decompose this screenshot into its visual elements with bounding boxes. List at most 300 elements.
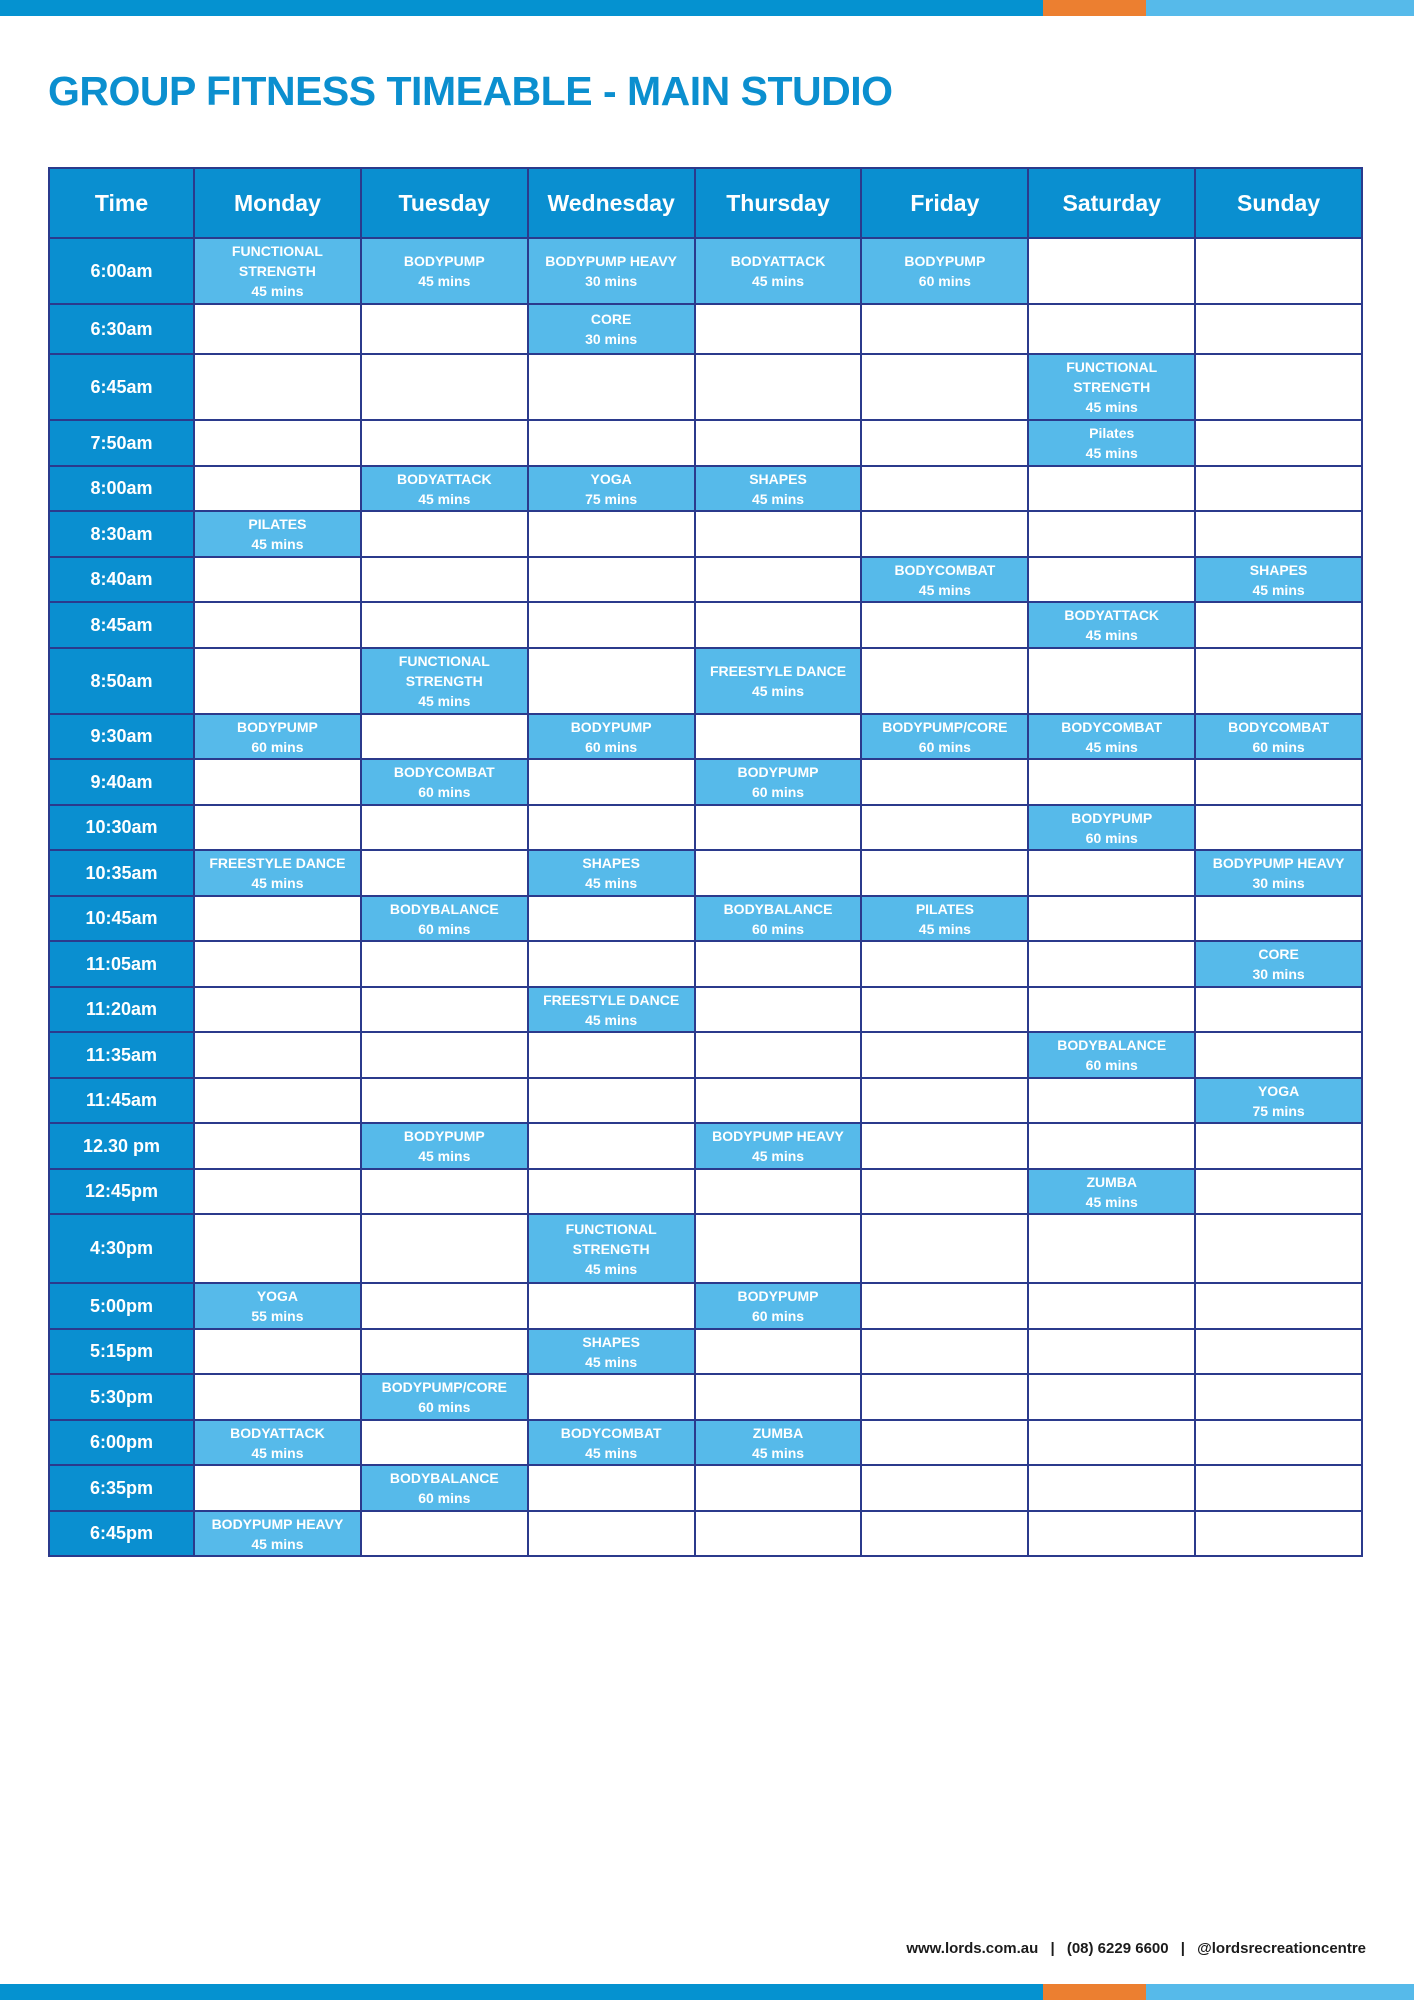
empty-slot-wednesday <box>528 1032 695 1078</box>
class-name: BODYPUMP HEAVY <box>1212 855 1345 871</box>
empty-slot-wednesday <box>528 354 695 420</box>
empty-slot-sunday <box>1195 602 1362 648</box>
time-slot-label: 6:45pm <box>49 1511 194 1556</box>
footer-contact <box>906 1940 1366 1957</box>
class-name: BODYATTACK <box>730 253 826 269</box>
class-name: SHAPES <box>749 470 807 487</box>
class-slot-thursday[interactable] <box>695 1283 862 1329</box>
empty-slot-tuesday <box>361 714 528 759</box>
class-duration: 30 mins <box>585 273 638 289</box>
class-duration: 45 mins <box>1085 445 1138 461</box>
empty-slot-friday <box>861 941 1028 987</box>
class-name: FUNCTIONAL STRENGTH <box>231 243 323 279</box>
table-row <box>49 304 1362 354</box>
column-header-tuesday: Tuesday <box>361 168 528 238</box>
time-slot-label: 4:30pm <box>49 1214 194 1283</box>
class-name: BODYCOMBAT <box>393 764 495 780</box>
website-link[interactable]: www.lords.com.au <box>906 1940 1039 1957</box>
class-name: BODYPUMP HEAVY <box>545 253 678 269</box>
class-name: CORE <box>1258 946 1299 962</box>
empty-slot-sunday <box>1195 1283 1362 1329</box>
empty-slot-wednesday <box>528 805 695 850</box>
empty-slot-saturday <box>1028 850 1195 896</box>
empty-slot-wednesday <box>528 896 695 941</box>
class-name: BODYPUMP <box>403 253 485 269</box>
empty-slot-saturday <box>1028 1465 1195 1511</box>
empty-slot-friday <box>861 1420 1028 1465</box>
empty-slot-friday <box>861 1329 1028 1374</box>
table-row <box>49 987 1362 1032</box>
empty-slot-friday <box>861 648 1028 714</box>
class-name: BODYPUMP/CORE <box>381 1379 507 1395</box>
empty-slot-tuesday <box>361 1078 528 1123</box>
time-slot-label: 11:45am <box>49 1078 194 1123</box>
time-slot-label: 12.30 pm <box>49 1123 194 1169</box>
empty-slot-friday <box>861 602 1028 648</box>
class-slot-wednesday[interactable] <box>528 304 695 354</box>
class-name: PILATES <box>915 900 974 917</box>
class-name: BODYCOMBAT <box>1061 718 1163 735</box>
timetable-body <box>49 238 1362 1556</box>
class-duration: 75 mins <box>585 490 638 507</box>
empty-slot-thursday <box>695 304 862 354</box>
class-slot-wednesday[interactable] <box>528 850 695 896</box>
class-slot-wednesday[interactable] <box>528 714 695 759</box>
class-slot-thursday[interactable] <box>695 1420 862 1465</box>
class-duration: 60 mins <box>1085 829 1138 846</box>
table-row <box>49 850 1362 896</box>
class-name: FUNCTIONAL STRENGTH <box>1066 359 1158 395</box>
table-row <box>49 557 1362 602</box>
class-slot-sunday[interactable] <box>1195 557 1362 602</box>
class-name: PILATES <box>248 516 307 532</box>
empty-slot-sunday <box>1195 466 1362 511</box>
empty-slot-monday <box>194 1123 361 1169</box>
empty-slot-saturday <box>1028 1123 1195 1169</box>
empty-slot-friday <box>861 1032 1028 1078</box>
empty-slot-wednesday <box>528 1123 695 1169</box>
empty-slot-tuesday <box>361 850 528 896</box>
phone-number[interactable]: (08) 6229 6600 <box>1066 1940 1169 1957</box>
class-slot-thursday[interactable] <box>695 238 862 304</box>
empty-slot-sunday <box>1195 805 1362 850</box>
bottom-bar-blue-segment <box>0 1984 1043 2000</box>
class-name: FREESTYLE DANCE <box>543 991 680 1008</box>
empty-slot-saturday <box>1028 896 1195 941</box>
table-row <box>49 420 1362 466</box>
table-row <box>49 1420 1362 1465</box>
empty-slot-sunday <box>1195 354 1362 420</box>
empty-slot-tuesday <box>361 1169 528 1214</box>
empty-slot-monday <box>194 354 361 420</box>
empty-slot-tuesday <box>361 511 528 557</box>
table-row <box>49 759 1362 805</box>
column-header-sunday: Sunday <box>1195 168 1362 238</box>
empty-slot-thursday <box>695 1214 862 1283</box>
empty-slot-saturday <box>1028 304 1195 354</box>
empty-slot-sunday <box>1195 304 1362 354</box>
social-handle[interactable]: @lordsrecreationcentre <box>1197 1940 1366 1957</box>
column-header-time: Time <box>49 168 194 238</box>
timetable-header <box>49 168 1362 238</box>
time-slot-label: 6:35pm <box>49 1465 194 1511</box>
empty-slot-wednesday <box>528 602 695 648</box>
class-name: BODYCOMBAT <box>560 1424 662 1441</box>
class-slot-tuesday[interactable] <box>361 1465 528 1511</box>
empty-slot-friday <box>861 466 1028 511</box>
empty-slot-monday <box>194 1169 361 1214</box>
class-duration: 45 mins <box>585 1353 638 1370</box>
empty-slot-saturday <box>1028 759 1195 805</box>
empty-slot-sunday <box>1195 1214 1362 1283</box>
class-duration: 45 mins <box>918 920 971 937</box>
empty-slot-friday <box>861 759 1028 805</box>
table-row <box>49 1078 1362 1123</box>
class-slot-wednesday[interactable] <box>528 238 695 304</box>
class-slot-thursday[interactable] <box>695 896 862 941</box>
class-duration: 45 mins <box>418 490 471 507</box>
time-slot-label: 8:50am <box>49 648 194 714</box>
top-bar-light-blue-segment <box>1146 0 1414 16</box>
class-duration: 60 mins <box>418 1399 471 1415</box>
empty-slot-thursday <box>695 714 862 759</box>
class-duration: 45 mins <box>418 1148 471 1164</box>
time-slot-label: 8:00am <box>49 466 194 511</box>
empty-slot-tuesday <box>361 805 528 850</box>
empty-slot-sunday <box>1195 1329 1362 1374</box>
empty-slot-friday <box>861 850 1028 896</box>
class-slot-saturday[interactable] <box>1028 602 1195 648</box>
class-name: CORE <box>590 311 632 327</box>
empty-slot-tuesday <box>361 1032 528 1078</box>
table-row <box>49 714 1362 759</box>
table-row <box>49 466 1362 511</box>
empty-slot-monday <box>194 896 361 941</box>
time-slot-label: 5:00pm <box>49 1283 194 1329</box>
class-name: BODYBALANCE <box>723 900 833 917</box>
empty-slot-monday <box>194 420 361 466</box>
empty-slot-sunday <box>1195 1511 1362 1556</box>
time-slot-label: 8:45am <box>49 602 194 648</box>
empty-slot-monday <box>194 1374 361 1420</box>
empty-slot-wednesday <box>528 1465 695 1511</box>
empty-slot-wednesday <box>528 420 695 466</box>
class-name: YOGA <box>256 1288 299 1304</box>
class-duration: 45 mins <box>585 1444 638 1461</box>
class-slot-thursday[interactable] <box>695 648 862 714</box>
class-slot-monday[interactable] <box>194 238 361 304</box>
class-name: FUNCTIONAL STRENGTH <box>398 653 490 689</box>
class-name: YOGA <box>590 470 632 487</box>
empty-slot-sunday <box>1195 420 1362 466</box>
class-duration: 45 mins <box>251 1535 304 1552</box>
class-name: BODYPUMP HEAVY <box>211 1515 344 1532</box>
class-name: BODYCOMBAT <box>894 561 996 578</box>
empty-slot-friday <box>861 1214 1028 1283</box>
class-duration: 45 mins <box>251 1444 304 1461</box>
class-slot-sunday[interactable] <box>1195 714 1362 759</box>
empty-slot-friday <box>861 1123 1028 1169</box>
class-slot-wednesday[interactable] <box>528 1329 695 1374</box>
empty-slot-sunday <box>1195 1123 1362 1169</box>
empty-slot-sunday <box>1195 1169 1362 1214</box>
class-name: SHAPES <box>1249 561 1308 578</box>
class-slot-friday[interactable] <box>861 238 1028 304</box>
class-duration: 45 mins <box>418 693 471 709</box>
class-duration: 45 mins <box>1085 1193 1138 1210</box>
class-name: BODYPUMP <box>1071 809 1153 826</box>
time-slot-label: 8:40am <box>49 557 194 602</box>
empty-slot-thursday <box>695 557 862 602</box>
empty-slot-monday <box>194 1329 361 1374</box>
class-slot-monday[interactable] <box>194 1420 361 1465</box>
class-duration: 45 mins <box>751 273 805 289</box>
table-row <box>49 511 1362 557</box>
class-slot-saturday[interactable] <box>1028 805 1195 850</box>
class-slot-tuesday[interactable] <box>361 759 528 805</box>
table-row <box>49 1374 1362 1420</box>
class-duration: 45 mins <box>251 283 304 299</box>
class-name: BODYATTACK <box>396 470 492 487</box>
empty-slot-monday <box>194 602 361 648</box>
class-name: BODYBALANCE <box>1057 1037 1167 1053</box>
empty-slot-friday <box>861 1511 1028 1556</box>
time-slot-label: 5:15pm <box>49 1329 194 1374</box>
footer-separator: | <box>1180 1940 1185 1957</box>
class-slot-saturday[interactable] <box>1028 714 1195 759</box>
empty-slot-tuesday <box>361 1420 528 1465</box>
empty-slot-thursday <box>695 805 862 850</box>
bottom-bar-orange-segment <box>1043 1984 1146 2000</box>
class-duration: 45 mins <box>251 536 304 552</box>
empty-slot-wednesday <box>528 1511 695 1556</box>
class-name: FREESTYLE DANCE <box>709 663 847 679</box>
class-duration: 60 mins <box>418 920 471 937</box>
time-slot-label: 7:50am <box>49 420 194 466</box>
class-duration: 45 mins <box>1085 399 1138 415</box>
class-slot-monday[interactable] <box>194 714 361 759</box>
empty-slot-friday <box>861 1283 1028 1329</box>
class-slot-sunday[interactable] <box>1195 850 1362 896</box>
empty-slot-thursday <box>695 1329 862 1374</box>
empty-slot-thursday <box>695 941 862 987</box>
empty-slot-wednesday <box>528 1374 695 1420</box>
class-duration: 45 mins <box>751 1444 805 1461</box>
column-header-thursday: Thursday <box>695 168 862 238</box>
class-name: BODYCOMBAT <box>1228 718 1329 735</box>
empty-slot-saturday <box>1028 557 1195 602</box>
empty-slot-friday <box>861 511 1028 557</box>
class-slot-monday[interactable] <box>194 1511 361 1556</box>
empty-slot-monday <box>194 1078 361 1123</box>
empty-slot-friday <box>861 1374 1028 1420</box>
bottom-bar-light-blue-segment <box>1146 1984 1414 2000</box>
empty-slot-saturday <box>1028 1329 1195 1374</box>
class-duration: 45 mins <box>1085 738 1138 755</box>
class-slot-thursday[interactable] <box>695 759 862 805</box>
empty-slot-thursday <box>695 1078 862 1123</box>
time-slot-label: 9:40am <box>49 759 194 805</box>
class-duration: 30 mins <box>1252 966 1305 982</box>
empty-slot-friday <box>861 1078 1028 1123</box>
empty-slot-tuesday <box>361 557 528 602</box>
class-slot-tuesday[interactable] <box>361 466 528 511</box>
empty-slot-monday <box>194 987 361 1032</box>
empty-slot-friday <box>861 354 1028 420</box>
empty-slot-friday <box>861 987 1028 1032</box>
class-duration: 45 mins <box>1085 627 1138 643</box>
class-name: ZUMBA <box>752 1424 804 1441</box>
class-slot-saturday[interactable] <box>1028 1169 1195 1214</box>
class-slot-monday[interactable] <box>194 850 361 896</box>
class-slot-thursday[interactable] <box>695 466 862 511</box>
empty-slot-wednesday <box>528 941 695 987</box>
column-header-monday: Monday <box>194 168 361 238</box>
empty-slot-tuesday <box>361 354 528 420</box>
empty-slot-tuesday <box>361 1283 528 1329</box>
time-slot-label: 6:00pm <box>49 1420 194 1465</box>
class-name: FUNCTIONAL STRENGTH <box>565 1220 657 1257</box>
empty-slot-monday <box>194 1465 361 1511</box>
empty-slot-monday <box>194 1214 361 1283</box>
empty-slot-monday <box>194 759 361 805</box>
class-slot-tuesday[interactable] <box>361 238 528 304</box>
empty-slot-sunday <box>1195 1374 1362 1420</box>
empty-slot-wednesday <box>528 557 695 602</box>
class-slot-monday[interactable] <box>194 511 361 557</box>
time-slot-label: 11:05am <box>49 941 194 987</box>
class-name: BODYPUMP <box>737 1288 819 1304</box>
class-slot-wednesday[interactable] <box>528 987 695 1032</box>
class-duration: 45 mins <box>585 875 638 891</box>
empty-slot-saturday <box>1028 1374 1195 1420</box>
class-slot-friday[interactable] <box>861 714 1028 759</box>
time-slot-label: 10:45am <box>49 896 194 941</box>
bottom-color-bar <box>0 1984 1414 2000</box>
empty-slot-sunday <box>1195 1032 1362 1078</box>
empty-slot-wednesday <box>528 648 695 714</box>
empty-slot-sunday <box>1195 987 1362 1032</box>
class-duration: 75 mins <box>1252 1102 1305 1119</box>
table-row <box>49 941 1362 987</box>
column-header-wednesday: Wednesday <box>528 168 695 238</box>
time-slot-label: 12:45pm <box>49 1169 194 1214</box>
empty-slot-wednesday <box>528 1169 695 1214</box>
empty-slot-monday <box>194 941 361 987</box>
time-slot-label: 6:30am <box>49 304 194 354</box>
table-row <box>49 354 1362 420</box>
class-name: BODYPUMP <box>904 253 986 269</box>
time-slot-label: 8:30am <box>49 511 194 557</box>
class-slot-wednesday[interactable] <box>528 1214 695 1283</box>
class-duration: 45 mins <box>251 875 304 891</box>
empty-slot-sunday <box>1195 896 1362 941</box>
class-slot-saturday[interactable] <box>1028 420 1195 466</box>
class-name: ZUMBA <box>1086 1173 1137 1190</box>
class-slot-monday[interactable] <box>194 1283 361 1329</box>
empty-slot-saturday <box>1028 941 1195 987</box>
class-slot-tuesday[interactable] <box>361 896 528 941</box>
class-slot-saturday[interactable] <box>1028 354 1195 420</box>
empty-slot-sunday <box>1195 759 1362 805</box>
empty-slot-saturday <box>1028 466 1195 511</box>
class-slot-friday[interactable] <box>861 557 1028 602</box>
class-name: Pilates <box>1089 425 1135 441</box>
time-slot-label: 11:20am <box>49 987 194 1032</box>
class-duration: 60 mins <box>751 1308 805 1324</box>
class-name: BODYPUMP <box>403 1128 485 1144</box>
class-slot-sunday[interactable] <box>1195 1078 1362 1123</box>
column-header-saturday: Saturday <box>1028 168 1195 238</box>
class-slot-friday[interactable] <box>861 896 1028 941</box>
time-slot-label: 10:30am <box>49 805 194 850</box>
empty-slot-friday <box>861 304 1028 354</box>
empty-slot-saturday <box>1028 1078 1195 1123</box>
table-row <box>49 1329 1362 1374</box>
class-name: BODYPUMP HEAVY <box>712 1128 844 1144</box>
empty-slot-monday <box>194 805 361 850</box>
class-slot-wednesday[interactable] <box>528 466 695 511</box>
class-duration: 60 mins <box>1085 1057 1138 1073</box>
time-slot-label: 6:45am <box>49 354 194 420</box>
empty-slot-thursday <box>695 1511 862 1556</box>
empty-slot-saturday <box>1028 987 1195 1032</box>
class-duration: 45 mins <box>585 1011 638 1028</box>
empty-slot-monday <box>194 304 361 354</box>
empty-slot-saturday <box>1028 648 1195 714</box>
class-duration: 45 mins <box>751 683 805 699</box>
empty-slot-monday <box>194 466 361 511</box>
empty-slot-monday <box>194 557 361 602</box>
class-slot-thursday[interactable] <box>695 1123 862 1169</box>
class-duration: 60 mins <box>585 738 638 755</box>
table-row <box>49 648 1362 714</box>
class-slot-sunday[interactable] <box>1195 941 1362 987</box>
top-bar-orange-segment <box>1043 0 1146 16</box>
table-row <box>49 1032 1362 1078</box>
empty-slot-saturday <box>1028 1214 1195 1283</box>
class-slot-wednesday[interactable] <box>528 1420 695 1465</box>
empty-slot-saturday <box>1028 1420 1195 1465</box>
empty-slot-monday <box>194 1032 361 1078</box>
class-slot-tuesday[interactable] <box>361 648 528 714</box>
empty-slot-sunday <box>1195 1420 1362 1465</box>
class-duration: 60 mins <box>751 784 805 800</box>
class-slot-saturday[interactable] <box>1028 1032 1195 1078</box>
empty-slot-thursday <box>695 1032 862 1078</box>
class-slot-tuesday[interactable] <box>361 1123 528 1169</box>
empty-slot-thursday <box>695 1169 862 1214</box>
class-duration: 45 mins <box>751 1148 805 1164</box>
class-slot-tuesday[interactable] <box>361 1374 528 1420</box>
page-title: GROUP FITNESS TIMEABLE - MAIN STUDIO <box>48 68 893 114</box>
empty-slot-saturday <box>1028 1283 1195 1329</box>
class-duration: 60 mins <box>1252 738 1305 755</box>
class-name: BODYBALANCE <box>389 1470 499 1486</box>
empty-slot-saturday <box>1028 511 1195 557</box>
empty-slot-thursday <box>695 511 862 557</box>
class-name: BODYPUMP <box>570 718 652 735</box>
table-row <box>49 896 1362 941</box>
table-row <box>49 1123 1362 1169</box>
empty-slot-sunday <box>1195 1465 1362 1511</box>
class-duration: 45 mins <box>918 581 971 598</box>
empty-slot-tuesday <box>361 602 528 648</box>
class-name: YOGA <box>1257 1082 1300 1099</box>
empty-slot-tuesday <box>361 420 528 466</box>
class-name: BODYPUMP <box>236 718 318 735</box>
top-bar-blue-segment <box>0 0 1043 16</box>
